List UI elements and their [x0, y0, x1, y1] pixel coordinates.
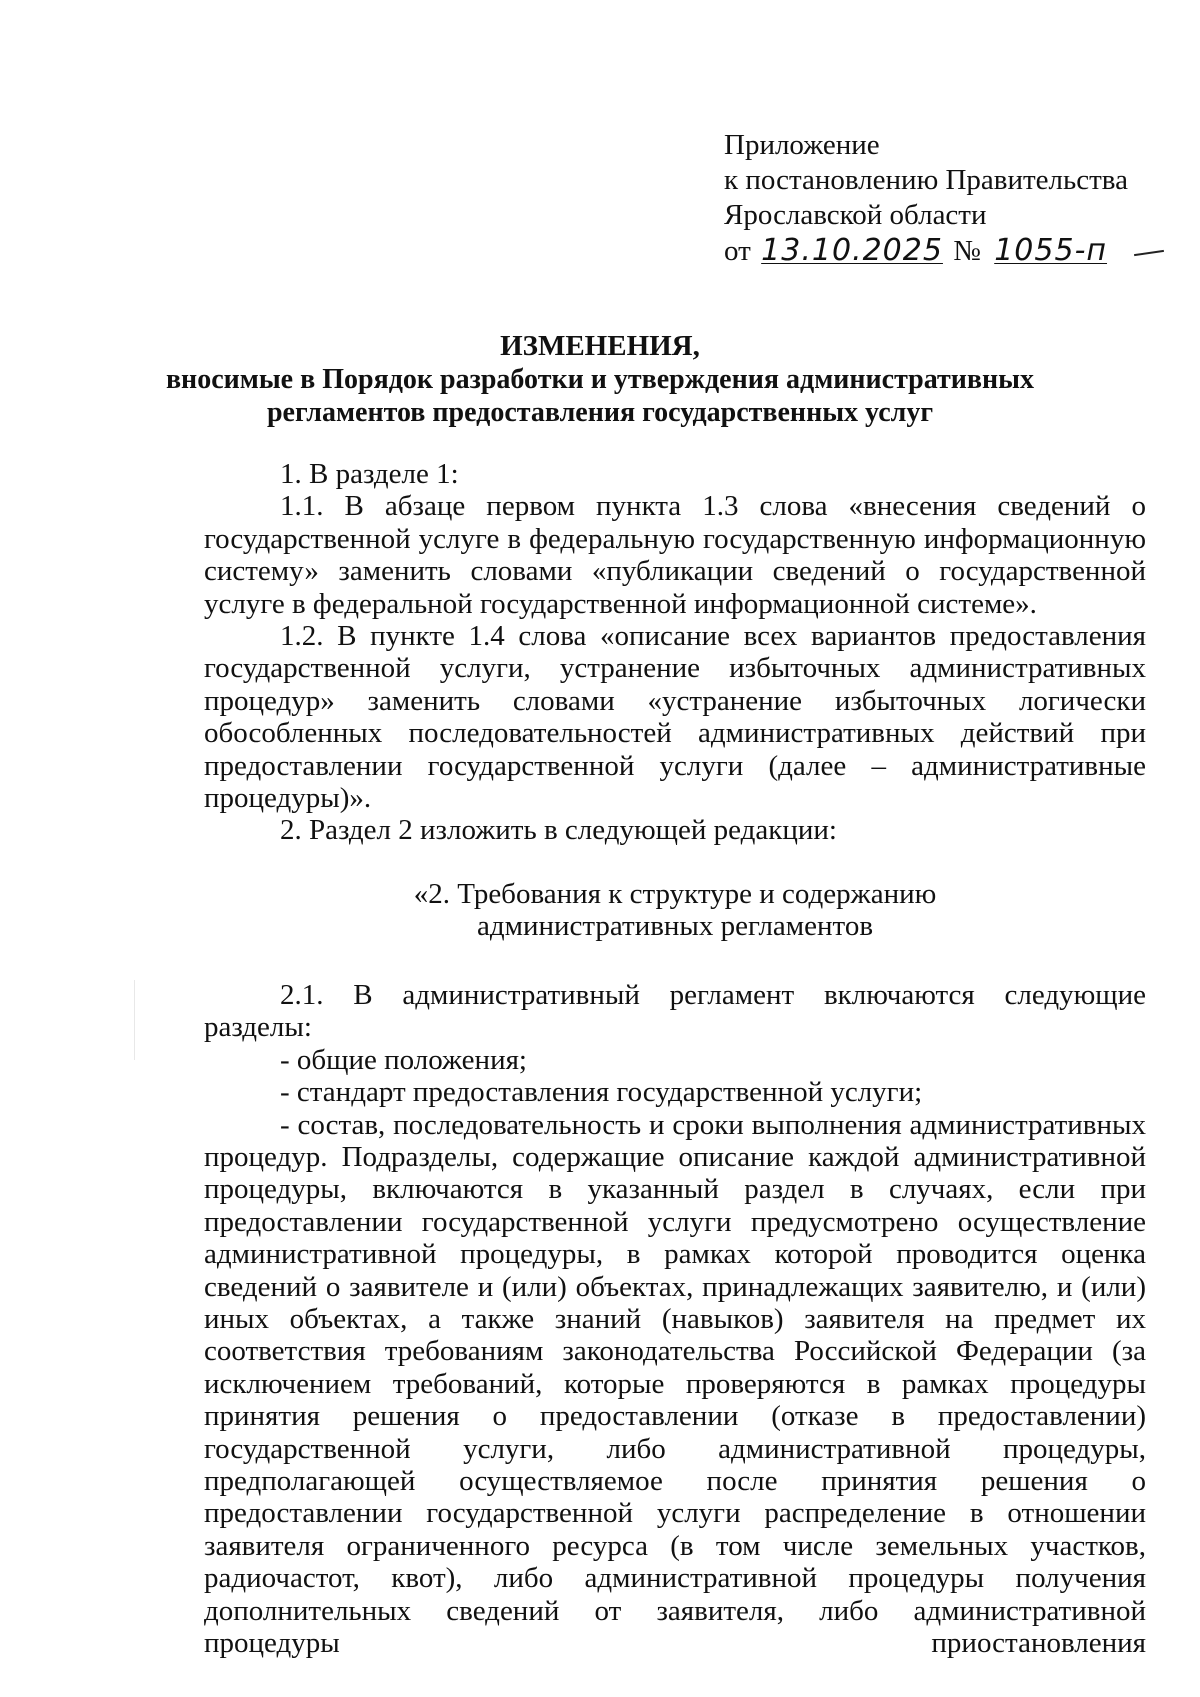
section-2-heading: [204, 878, 1146, 942]
handwritten-date: 13.10.2025: [761, 233, 943, 268]
number-prefix: №: [953, 235, 981, 267]
appendix-resolution-ref: к постановлению Правительства: [724, 164, 1128, 196]
paragraph-2: 2. Раздел 2 изложить в следующей редакции:: [280, 814, 837, 847]
handwritten-number: 1055-п: [994, 233, 1108, 268]
paragraph-1: 1. В разделе 1:: [280, 458, 459, 490]
document-body: [204, 458, 1146, 1659]
paragraph-1-2: 1.2. В пункте 1.4 слова «описание всех вариантов предоставления государственной услуги, устранение избыточных административных процедур» заменить словами «устранение избыточных логически обособленных последовательностей административных действий при предоставлении государственной услуги (далее – административные процедуры)».: [204, 620, 1146, 815]
title-main: ИЗМЕНЕНИЯ,: [500, 330, 700, 362]
list-item-procedures: - состав, последовательность и сроки выполнения административных процедур. Подразделы, содержащие описание каждой административной процедуры, включаются в указанный раздел в случаях, если при предоставлении государственной услуги предусмотрено осуществление административной процедуры, в рамках которой проводится оценка сведений о заявителе и (или) объектах, принадлежащих заявителю, и (или) иных объектах, а также знаний (навыков) заявителя на предмет их соответствия требованиям законодательства Российской Федерации (за исключением требований, которые проверяются в рамках процедуры принятия решения о предоставлении (отказе в предоставлении) государственной услуги, либо административной процедуры, предполагающей осуществляемое после принятия решения о предоставлении государственной услуги распределение в отношении заявителя ограниченного ресурса (в том числе земельных участков, радиочастот, квот), либо административной процедуры получения дополнительных сведений от заявителя, либо административной процедуры приостановления: [204, 1108, 1146, 1659]
paragraph-1-1: 1.1. В абзаце первом пункта 1.3 слова «внесения сведений о государственной услуге в федеральную государственную информационную систему» заменить словами «публикации сведений о государственной услуге в федеральной государственной информационной системе».: [204, 490, 1146, 620]
section-2-heading-line-1: «2. Требования к структуре и содержанию: [413, 877, 937, 910]
list-item-general: - общие положения;: [280, 1043, 527, 1076]
scan-fold-mark: [134, 980, 135, 1060]
appendix-block: [724, 128, 1164, 269]
title-line-3: регламентов предоставления государственных услуг: [266, 397, 934, 428]
section-2-heading-line-2: административных регламентов: [476, 909, 874, 942]
appendix-label: Приложение: [724, 129, 880, 161]
document-title: [0, 330, 1200, 429]
appendix-region: Ярославской области: [724, 199, 987, 231]
paragraph-2-1: 2.1. В административный регламент включаются следующие разделы:: [204, 978, 1146, 1044]
date-prefix: от: [724, 235, 751, 267]
list-item-standard: - стандарт предоставления государственной услуги;: [280, 1076, 923, 1109]
title-line-2: вносимые в Порядок разработки и утверждения административных: [165, 364, 1035, 395]
appendix-date-number: [724, 233, 1164, 269]
